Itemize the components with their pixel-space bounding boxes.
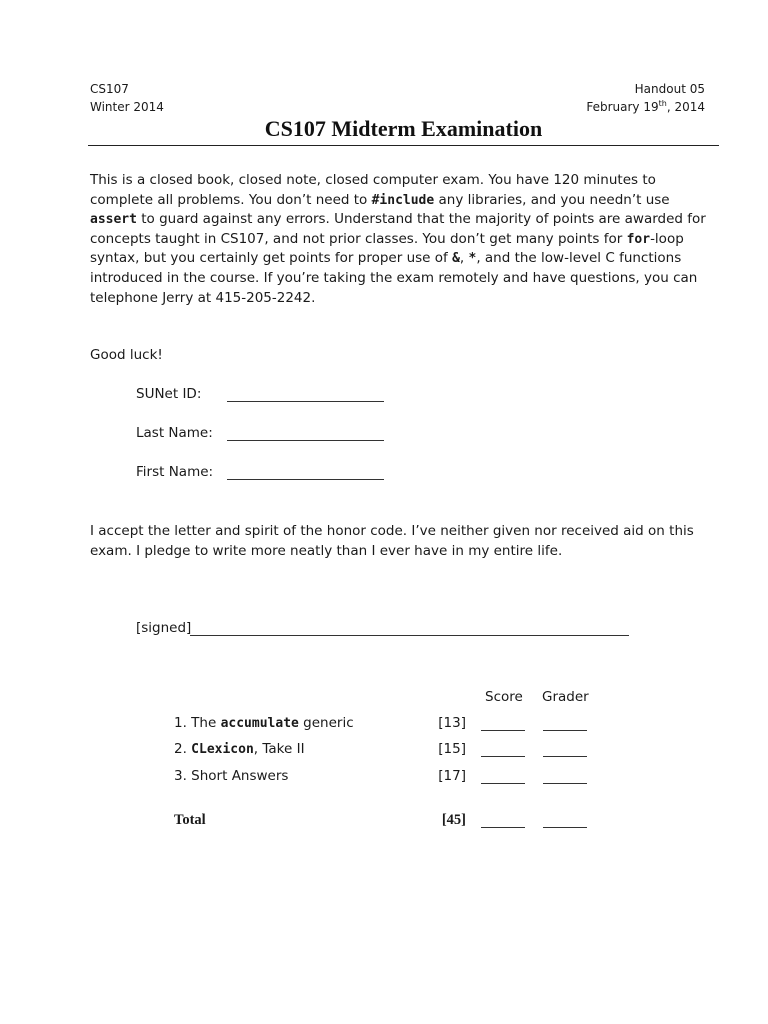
signature-field[interactable]: [190, 635, 629, 636]
problem-1-grader-blank[interactable]: [543, 730, 587, 731]
instructions-paragraph: This is a closed book, closed note, closed computer exam. You have 120 minutes to complete all problems. You don’t need to #include any libraries, and you needn’t use assert to guard against any errors. Understand that the majority of points are awarded for concepts taught in CS107, and not prior classes. You don’t get many points for for-loop syntax, but you certainly get points for proper use of &, *, and the low-level C functions introduced in the course. If you’re taking the exam remotely and have questions, you can telephone Jerry at 415-205-2242.: [90, 172, 706, 306]
problem-2-label: 2. CLexicon, Take II: [174, 741, 305, 757]
good-luck-text: Good luck!: [90, 347, 163, 363]
first-name-label: First Name:: [136, 464, 214, 480]
problem-3-score-blank[interactable]: [481, 783, 525, 784]
handout-number: Handout 05: [634, 82, 705, 96]
grader-column-header: Grader: [542, 689, 589, 705]
problem-1-label: 1. The accumulate generic: [174, 715, 354, 731]
problem-3-label: 3. Short Answers: [174, 768, 289, 784]
last-name-label: Last Name:: [136, 425, 213, 441]
problem-2-points: [15]: [438, 741, 466, 757]
total-score-blank[interactable]: [481, 827, 525, 828]
term: Winter 2014: [90, 100, 164, 114]
signed-label: [signed]: [136, 620, 192, 636]
honor-code-statement: I accept the letter and spirit of the honor code. I’ve neither given nor received aid on this exam. I pledge to write more neatly than I ever have in my entire life.: [90, 523, 694, 559]
page-title: CS107 Midterm Examination: [264, 116, 543, 141]
course-code: CS107: [90, 82, 129, 96]
sunet-id-label: SUNet ID:: [136, 386, 202, 402]
total-grader-blank[interactable]: [543, 827, 587, 828]
problem-1-points: [13]: [438, 715, 466, 731]
problem-2-grader-blank[interactable]: [543, 756, 587, 757]
problem-2-score-blank[interactable]: [481, 756, 525, 757]
total-label: Total: [174, 812, 206, 828]
last-name-field[interactable]: [227, 440, 384, 441]
score-column-header: Score: [485, 689, 523, 705]
title-divider: [88, 145, 719, 146]
problem-1-score-blank[interactable]: [481, 730, 525, 731]
total-points: [45]: [441, 812, 466, 828]
problem-3-points: [17]: [438, 768, 466, 784]
first-name-field[interactable]: [227, 479, 384, 480]
exam-date: February 19th, 2014: [586, 99, 705, 114]
problem-3-grader-blank[interactable]: [543, 783, 587, 784]
sunet-id-field[interactable]: [227, 401, 384, 402]
